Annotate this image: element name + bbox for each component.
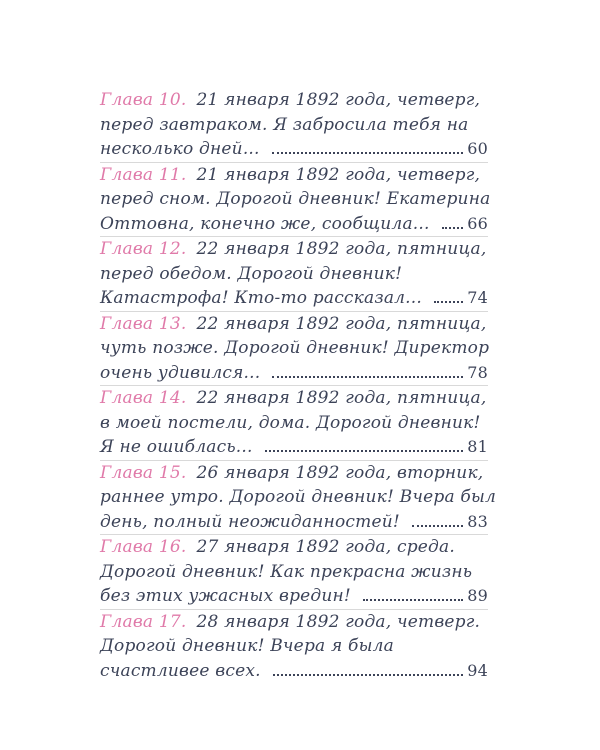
chapter-title-line: 26 января 1892 года, вторник,	[196, 462, 484, 483]
chapter-title-line: Я не ошиблась...	[100, 437, 253, 457]
toc-entry-chapter-11[interactable]	[100, 162, 491, 237]
chapter-label: Глава 11.	[100, 164, 187, 185]
chapter-title-line: 22 января 1892 года, пятница,	[196, 388, 487, 408]
chapter-label: Глава 14.	[100, 388, 187, 408]
toc-last-line	[100, 584, 488, 609]
chapter-title-line: в моей постели, дома. Дорогой дневник!	[100, 412, 481, 433]
toc-line	[100, 386, 488, 411]
chapter-title-line: Катастрофа! Кто-то рассказал...	[100, 288, 422, 308]
chapter-title-line: перед завтраком. Я забросила тебя на	[100, 114, 469, 135]
chapter-title-line: чуть позже. Дорогой дневник! Директор	[100, 338, 490, 358]
chapter-label: Глава 15.	[100, 462, 187, 483]
page-number: 60	[467, 139, 488, 158]
toc-entry-chapter-16[interactable]	[100, 534, 488, 609]
toc-last-line	[100, 137, 488, 162]
chapter-title-line: перед сном. Дорогой дневник! Екатерина	[100, 189, 491, 209]
page-number: 66	[467, 213, 488, 233]
chapter-title-line: 27 января 1892 года, среда.	[196, 537, 455, 557]
page-number: 81	[467, 437, 488, 456]
chapter-title-line: 22 января 1892 года, пятница,	[196, 313, 487, 334]
chapter-label: Глава 12.	[100, 239, 187, 259]
dot-leader	[412, 525, 463, 527]
toc-line	[100, 535, 488, 560]
toc-entry-chapter-17[interactable]	[100, 609, 488, 684]
page-number: 78	[467, 362, 488, 382]
toc-last-line	[100, 435, 488, 460]
toc-entry-chapter-13[interactable]	[100, 311, 488, 386]
table-of-contents	[100, 88, 497, 683]
chapter-title-line: счастливее всех.	[100, 660, 261, 681]
chapter-label: Глава 16.	[100, 537, 187, 557]
toc-line	[100, 312, 488, 337]
chapter-label: Глава 17.	[100, 611, 187, 632]
chapter-title-line: раннее утро. Дорогой дневник! Вчера был	[100, 487, 497, 507]
toc-entry-chapter-12[interactable]	[100, 236, 488, 311]
chapter-title-line: день, полный неожиданностей!	[100, 511, 400, 532]
chapter-label: Глава 13.	[100, 313, 187, 334]
toc-entry-chapter-14[interactable]	[100, 385, 488, 460]
chapter-title-line: 21 января 1892 года, четверг,	[196, 90, 481, 110]
chapter-title-line: 21 января 1892 года, четверг,	[196, 164, 481, 185]
dot-leader	[272, 152, 464, 154]
chapter-title-line: очень удивился...	[100, 362, 261, 383]
toc-entry-chapter-10[interactable]	[100, 88, 488, 162]
dot-leader	[272, 376, 463, 378]
chapter-title-line: несколько дней...	[100, 139, 260, 159]
toc-last-line	[100, 659, 488, 684]
dot-leader	[434, 301, 463, 303]
chapter-title-line: Дорогой дневник! Вчера я была	[100, 636, 395, 656]
dot-leader	[273, 674, 464, 676]
chapter-title-line: Дорогой дневник! Как прекрасна жизнь	[100, 561, 473, 582]
chapter-title-line: 22 января 1892 года, пятница,	[196, 239, 487, 259]
toc-line	[100, 461, 488, 486]
toc-last-line	[100, 510, 488, 535]
toc-last-line	[100, 212, 488, 237]
dot-leader	[363, 599, 463, 601]
chapter-label: Глава 10.	[100, 90, 187, 110]
toc-line	[100, 88, 488, 113]
chapter-title-line: перед обедом. Дорогой дневник!	[100, 263, 403, 284]
page-number: 94	[467, 660, 488, 680]
toc-entry-chapter-15[interactable]	[100, 460, 497, 535]
toc-line	[100, 237, 488, 262]
chapter-title-line: 28 января 1892 года, четверг.	[196, 611, 481, 632]
toc-last-line	[100, 361, 488, 386]
toc-line	[100, 163, 488, 188]
page-number: 83	[467, 511, 488, 531]
page-number: 74	[467, 288, 488, 307]
chapter-title-line: Оттовна, конечно же, сообщила...	[100, 213, 430, 234]
dot-leader	[442, 227, 464, 229]
dot-leader	[265, 450, 464, 452]
chapter-title-line: без этих ужасных вредин!	[100, 586, 351, 606]
toc-line	[100, 610, 488, 635]
page-number: 89	[467, 586, 488, 605]
toc-last-line	[100, 286, 488, 311]
